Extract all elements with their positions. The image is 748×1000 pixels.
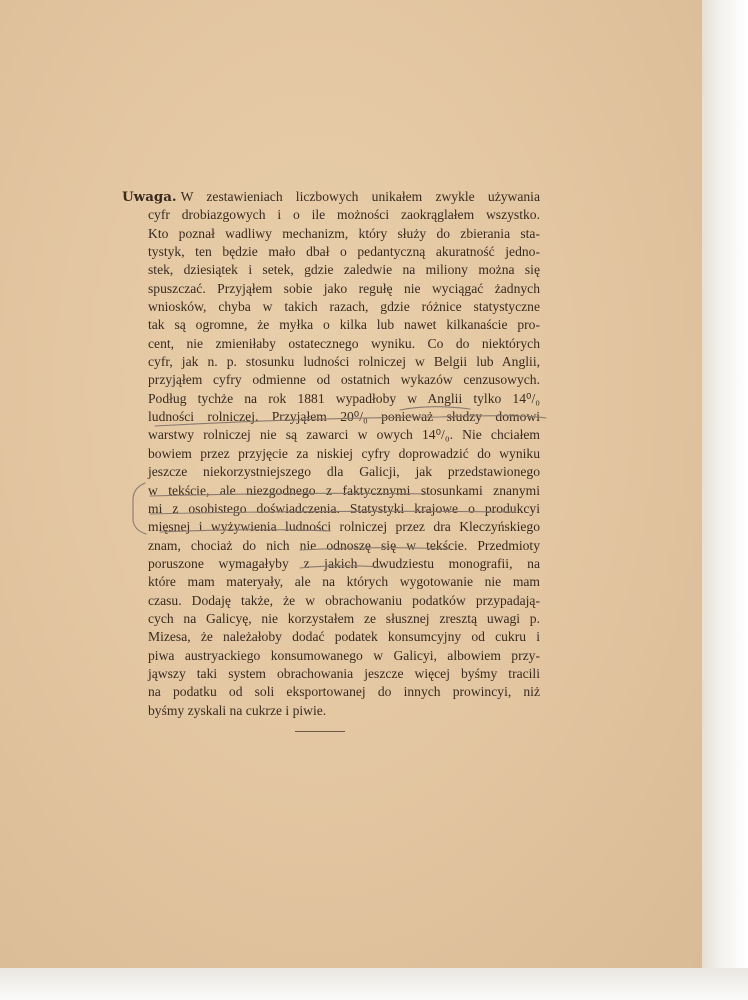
text-line: Podług tychże na rok 1881 wypadłoby w Anglii tylko 14⁰/₀ <box>148 390 540 406</box>
text-line: piwa austryackiego konsumowanego w Galicyi, albowiem przy- <box>148 647 540 663</box>
text-line: jąwszy taki system obrachowania jeszcze więcej byśmy tracili <box>148 665 540 681</box>
text-line: tak są ogromne, że myłka o kilka lub nawet kilkanaście pro- <box>148 317 540 333</box>
text-line: cych na Galicyę, nie korzystałem ze słusznej zresztą uwagi p. <box>148 610 540 626</box>
text-line: ludności rolniczej. Przyjąłem 20⁰/₀ ponieważ słudzy domowi <box>148 409 540 425</box>
text-line: czasu. Dodaję także, że w obrachowaniu podatków przypadają- <box>148 592 540 608</box>
scan-margin-right <box>702 0 748 1000</box>
text-line: które mam materyały, ale na których wygotowanie nie mam <box>148 574 540 590</box>
text-line: poruszone wymagałyby z jakich dwudziestu monografii, na <box>148 555 540 571</box>
text-line: Uwaga. W zestawieniach liczbowych unikałem zwykle używania <box>122 189 540 205</box>
text-line: warstwy rolniczej nie są zawarci w owych 14⁰/₀. Nie chciałem <box>148 427 540 443</box>
scan-margin-bottom <box>0 968 748 1000</box>
text-line: cyfr drobiazgowych i o ile możności zaokrąglałem wszystko. <box>148 207 540 223</box>
text-line: Kto poznał wadliwy mechanizm, który służy do zbierania sta- <box>148 225 540 241</box>
note-paragraph <box>122 188 540 720</box>
text-line: znam, chociaż do nich nie odnoszę się w tekście. Przedmioty <box>148 537 540 553</box>
note-heading: Uwaga. <box>122 189 177 205</box>
text-line: na podatku od soli eksportowanej do innych prowincyi, niż <box>148 684 540 700</box>
text-line: jeszcze niekorzystniejszego dla Galicji, jak przedstawionego <box>148 464 540 480</box>
text-line: Mizesa, że należałoby dodać podatek konsumcyjny od cukru i <box>148 629 540 645</box>
text-line: wniosków, chyba w takich razach, gdzie różnice statystyczne <box>148 299 540 315</box>
text-line: mi z osobistego doświadczenia. Statystyki krajowe o produkcyi <box>148 500 540 516</box>
text-line: bowiem przez przyjęcie za niskiej cyfry doprowadzić do wyniku <box>148 445 540 461</box>
text-line: przyjąłem cyfry odmienne od ostatnich wykazów cenzusowych. <box>148 372 540 388</box>
text-line: spuszczać. Przyjąłem sobie jako regułę nie wyciągać żadnych <box>148 280 540 296</box>
text-line: w tekście, ale niezgodnego z faktycznymi stosunkami znanymi <box>148 482 540 498</box>
text-line: tystyk, ten będzie mało dbał o pedantyczną akuratność jedno- <box>148 244 540 260</box>
text-line: cyfr, jak n. p. stosunku ludności rolniczej w Belgii lub Anglii, <box>148 354 540 370</box>
text-line: mięsnej i wyżywienia ludności rolniczej przez dra Kleczyńskiego <box>148 519 540 535</box>
text-line: cent, nie zmieniłaby ostatecznego wyniku. Co do niektórych <box>148 335 540 351</box>
text-line: stek, dziesiątek i setek, gdzie zaledwie na miliony można się <box>148 262 540 278</box>
text-line: byśmy zyskali na cukrze i piwie. <box>148 702 327 718</box>
section-divider <box>295 731 345 732</box>
